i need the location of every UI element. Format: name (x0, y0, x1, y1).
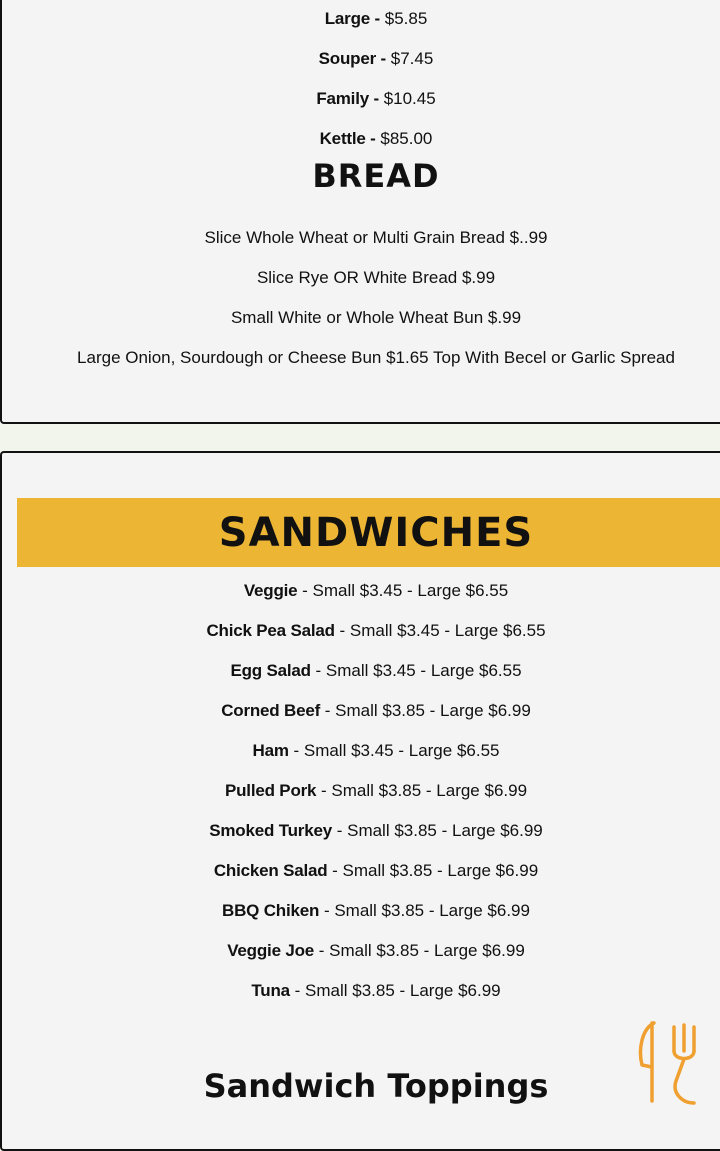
sandwich-name: Veggie (243, 581, 298, 600)
bread-item: Slice Whole Wheat or Multi Grain Bread $..99 (204, 228, 548, 247)
soup-size-price: $10.45 (383, 89, 436, 108)
soup-size-souper (2, 48, 720, 70)
sandwich-name: Egg Salad (230, 661, 311, 680)
sandwich-item (2, 860, 720, 882)
sandwich-item (2, 740, 720, 762)
sandwich-item (2, 660, 720, 682)
soup-size-large (2, 8, 720, 30)
bread-item: Small White or Whole Wheat Bun $.99 (230, 308, 522, 327)
soup-size-price: $5.85 (384, 9, 428, 28)
sandwich-name: Chick Pea Salad (206, 621, 335, 640)
sandwich-prices: - Small $3.85 - Large $6.99 (316, 781, 528, 800)
sandwich-name: Chicken Salad (213, 861, 328, 880)
soup-bread-card (0, 0, 720, 424)
sandwich-prices: - Small $3.45 - Large $6.55 (297, 581, 509, 600)
soup-size-family (2, 88, 720, 110)
sandwich-name: Corned Beef (221, 701, 321, 720)
soup-size-price: $7.45 (390, 49, 434, 68)
sandwich-prices: - Small $3.85 - Large $6.99 (319, 901, 530, 920)
sandwich-prices: - Small $3.85 - Large $6.99 (314, 941, 525, 960)
sandwiches-card (0, 451, 720, 1151)
sandwich-toppings-title: Sandwich Toppings (203, 1067, 549, 1105)
sandwich-prices: - Small $3.85 - Large $6.99 (327, 861, 539, 880)
sandwich-name: Smoked Turkey (209, 821, 332, 840)
sandwich-prices: - Small $3.85 - Large $6.99 (320, 701, 531, 720)
sandwich-prices: - Small $3.85 - Large $6.99 (332, 821, 543, 840)
sandwich-name: Tuna (251, 981, 290, 1000)
sandwich-item (2, 780, 720, 802)
soup-size-name: Family - (316, 89, 379, 108)
sandwich-name: Ham (252, 741, 289, 760)
sandwich-prices: - Small $3.85 - Large $6.99 (289, 981, 501, 1000)
fork-knife-icon[interactable] (632, 1021, 710, 1107)
sandwich-prices: - Small $3.45 - Large $6.55 (288, 741, 500, 760)
soup-size-name: Kettle - (319, 129, 376, 148)
sandwich-item (2, 980, 720, 1002)
sandwich-name: Veggie Joe (227, 941, 315, 960)
sandwich-prices: - Small $3.45 - Large $6.55 (334, 621, 546, 640)
sandwich-item (2, 700, 720, 722)
soup-size-price: $85.00 (380, 129, 433, 148)
sandwich-item (2, 940, 720, 962)
bread-item: Slice Rye OR White Bread $.99 (256, 268, 496, 287)
sandwich-prices: - Small $3.45 - Large $6.55 (310, 661, 522, 680)
bread-title: BREAD (312, 157, 440, 195)
soup-size-kettle (2, 128, 720, 150)
sandwich-item (2, 580, 720, 602)
sandwiches-title: SANDWICHES (218, 510, 534, 556)
sandwich-name: BBQ Chiken (222, 901, 320, 920)
sandwich-name: Pulled Pork (224, 781, 317, 800)
sandwich-item (2, 900, 720, 922)
sandwich-item (2, 620, 720, 642)
soup-size-name: Large - (324, 9, 380, 28)
sandwich-item (2, 820, 720, 842)
soup-size-name: Souper - (318, 49, 387, 68)
bread-item: Large Onion, Sourdough or Cheese Bun $1.65 Top With Becel or Garlic Spread (77, 348, 675, 367)
